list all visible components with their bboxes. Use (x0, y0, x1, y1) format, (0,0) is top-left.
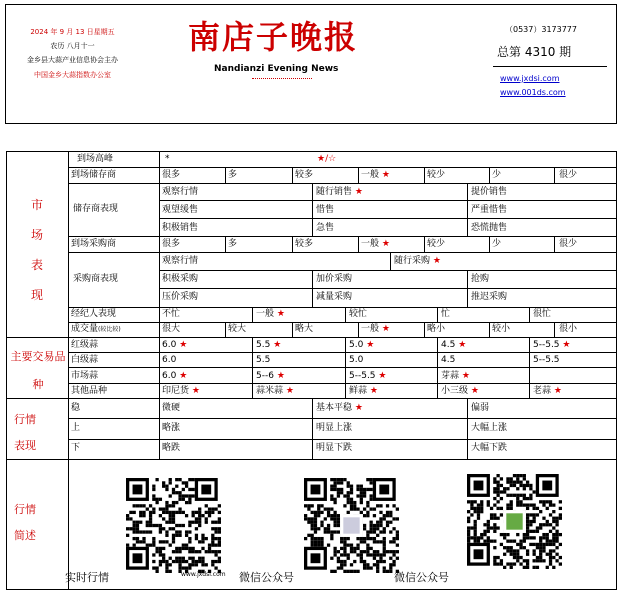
qr-code-wechat-1[interactable] (304, 478, 399, 573)
variety-3-0: 印尼货 ★ (162, 385, 200, 396)
trend-2-0: 下 (71, 443, 81, 453)
volume-2: 略大 (295, 324, 314, 334)
purchase-level-5: 少 (492, 239, 502, 249)
trend-0-2: 基本平稳 ★ (316, 403, 363, 413)
site-label: www.jxdsi.com (181, 571, 226, 578)
trend-1-3: 大幅上涨 (471, 423, 508, 433)
trend-2-3: 大幅下跌 (471, 443, 508, 453)
storage-behavior-2: 提价销售 (471, 187, 508, 197)
storage-level-1: 多 (228, 170, 238, 180)
selected-star-icon: ★ (379, 170, 390, 180)
realtime-label: 实时行情 (65, 571, 109, 584)
purchase-behavior-6: 减量采购 (316, 292, 353, 302)
variety-name-2: 市场蒜 (71, 370, 99, 381)
website-link-1[interactable]: www.jxdsi.com (500, 74, 560, 83)
storage-label: 到场储存商 (71, 170, 117, 180)
peak-value: * (165, 154, 170, 164)
storage-level-4: 较少 (427, 170, 446, 180)
selected-star-icon: ★ (176, 340, 188, 350)
variety-2-3: 芽蒜 ★ (441, 370, 470, 381)
storage-behavior-4: 惜售 (316, 205, 335, 215)
broker-label: 经纪人表现 (71, 309, 117, 319)
storage-level-2: 较多 (295, 170, 314, 180)
selected-star-icon: ★ (189, 385, 200, 396)
variety-3-3: 小三级 ★ (441, 385, 479, 396)
volume-3: 一般 ★ (361, 324, 390, 334)
storage-behavior-5: 严重惜售 (471, 205, 508, 215)
storage-level-3: 一般 ★ (361, 170, 390, 180)
purchase-behavior-label: 采购商表现 (73, 274, 119, 284)
storage-behavior-8: 恐慌抛售 (471, 223, 508, 233)
website-link-2[interactable]: www.001ds.com (500, 88, 566, 97)
variety-0-3: 4.5 ★ (441, 340, 467, 350)
variety-3-2: 鲜蒜 ★ (349, 385, 378, 396)
selected-star-icon: ★ (176, 370, 188, 381)
wechat-label-1: 微信公众号 (239, 571, 294, 584)
office-name: 中国金乡大蒜指数办公室 (34, 71, 111, 79)
storage-level-5: 少 (492, 170, 502, 180)
variety-1-0: 6.0 (162, 355, 177, 366)
selected-star-icon: ★ (352, 187, 363, 197)
purchase-level-6: 很少 (559, 239, 578, 249)
storage-level-0: 很多 (162, 170, 181, 180)
section-varieties: 主要交易品种 (10, 350, 66, 391)
volume-0: 很大 (162, 324, 181, 334)
broker-2: 较忙 (349, 309, 368, 319)
variety-3-1: 蒜米蒜 ★ (256, 385, 294, 396)
issue-date: 2024 年 9 月 13 日星期五 (30, 28, 115, 36)
market-report-table (6, 151, 617, 590)
broker-4: 很忙 (533, 309, 552, 319)
section-trend: 行情表现 (14, 413, 36, 452)
trend-2-1: 略跌 (162, 443, 181, 453)
volume-6: 很小 (559, 324, 578, 334)
volume-1: 较大 (228, 324, 247, 334)
broker-1: 一般 ★ (256, 309, 285, 319)
section-brief: 行情简述 (14, 503, 36, 542)
newspaper-title: 南店子晚报 (188, 18, 359, 56)
trend-0-3: 偏弱 (471, 403, 490, 413)
peak-label: 到场高峰 (77, 154, 114, 164)
variety-1-2: 5.0 (349, 355, 364, 366)
phone-number: （0537）3173777 (505, 25, 577, 34)
storage-behavior-1: 随行销售 ★ (316, 187, 363, 197)
trend-0-0: 稳 (71, 403, 81, 413)
subtitle-underline (252, 75, 312, 79)
variety-2-0: 6.0 ★ (162, 370, 188, 381)
variety-0-4: 5--5.5 ★ (533, 340, 571, 350)
lunar-date: 农历 八月十一 (50, 42, 95, 50)
selected-star-icon: ★ (468, 385, 479, 396)
trend-2-2: 明显下跌 (316, 443, 353, 453)
variety-0-2: 5.0 ★ (349, 340, 375, 350)
storage-level-6: 很少 (559, 170, 578, 180)
purchase-behavior-4: 抢购 (471, 274, 490, 284)
trend-1-1: 略涨 (162, 423, 181, 433)
purchase-behavior-2: 积极采购 (162, 274, 199, 284)
purchase-label: 到场采购商 (71, 239, 117, 249)
volume-label: 成交量(较比较) (71, 324, 121, 334)
storage-behavior-6: 积极销售 (162, 223, 199, 233)
selected-star-icon: ★ (379, 324, 390, 334)
trend-1-0: 上 (71, 423, 81, 433)
selected-star-icon: ★ (430, 256, 441, 266)
selected-star-icon: ★ (273, 370, 285, 381)
purchase-level-0: 很多 (162, 239, 181, 249)
selected-star-icon: ★ (459, 370, 470, 381)
variety-1-4: 5--5.5 (533, 355, 560, 366)
purchase-behavior-3: 加价采购 (316, 274, 353, 284)
trend-0-1: 微硬 (162, 403, 181, 413)
purchase-behavior-7: 推迟采购 (471, 292, 508, 302)
host-org: 金乡县大蒜产业信息协会主办 (27, 56, 118, 64)
issue-number: 总第 4310 期 (497, 45, 572, 59)
purchase-level-3: 一般 ★ (361, 239, 390, 249)
variety-2-2: 5--5.5 ★ (349, 370, 387, 381)
purchase-behavior-5: 压价采购 (162, 292, 199, 302)
variety-0-0: 6.0 ★ (162, 340, 188, 350)
volume-4: 略小 (427, 324, 446, 334)
variety-1-1: 5.5 (256, 355, 271, 366)
selected-star-icon: ★ (559, 340, 571, 350)
purchase-level-2: 较多 (295, 239, 314, 249)
peak-mark: ★/☆ (317, 154, 337, 164)
purchase-level-4: 较少 (427, 239, 446, 249)
qr-code-wechat-2[interactable] (467, 474, 562, 569)
selected-star-icon: ★ (363, 340, 375, 350)
variety-0-1: 5.5 ★ (256, 340, 282, 350)
storage-behavior-7: 急售 (316, 223, 335, 233)
variety-1-3: 4.5 (441, 355, 456, 366)
trend-1-2: 明显上涨 (316, 423, 353, 433)
variety-name-3: 其他品种 (71, 385, 108, 396)
volume-5: 较小 (492, 324, 511, 334)
qr-code-realtime[interactable] (126, 478, 221, 573)
storage-behavior-0: 观察行情 (162, 187, 199, 197)
selected-star-icon: ★ (375, 370, 387, 381)
selected-star-icon: ★ (270, 340, 282, 350)
storage-behavior-3: 观望缓售 (162, 205, 199, 215)
wechat-label-2: 微信公众号 (394, 571, 449, 584)
selected-star-icon: ★ (274, 309, 285, 319)
selected-star-icon: ★ (367, 385, 378, 396)
newspaper-subtitle: Nandianzi Evening News (214, 64, 339, 74)
broker-0: 不忙 (162, 309, 181, 319)
variety-name-0: 红级蒜 (71, 340, 99, 350)
variety-name-1: 白级蒜 (71, 355, 99, 366)
variety-2-1: 5--6 ★ (256, 370, 285, 381)
variety-3-4: 老蒜 ★ (533, 385, 562, 396)
storage-behavior-label: 储存商表现 (73, 204, 119, 214)
broker-3: 忙 (441, 309, 451, 319)
section-market: 市 场 表 现 (30, 198, 43, 302)
selected-star-icon: ★ (379, 239, 390, 249)
selected-star-icon: ★ (283, 385, 294, 396)
purchase-behavior-1: 随行采购 ★ (394, 256, 441, 266)
purchase-level-1: 多 (228, 239, 238, 249)
purchase-behavior-0: 观察行情 (162, 256, 199, 266)
selected-star-icon: ★ (551, 385, 562, 396)
issue-divider (493, 66, 607, 67)
selected-star-icon: ★ (455, 340, 467, 350)
selected-star-icon: ★ (352, 403, 363, 413)
